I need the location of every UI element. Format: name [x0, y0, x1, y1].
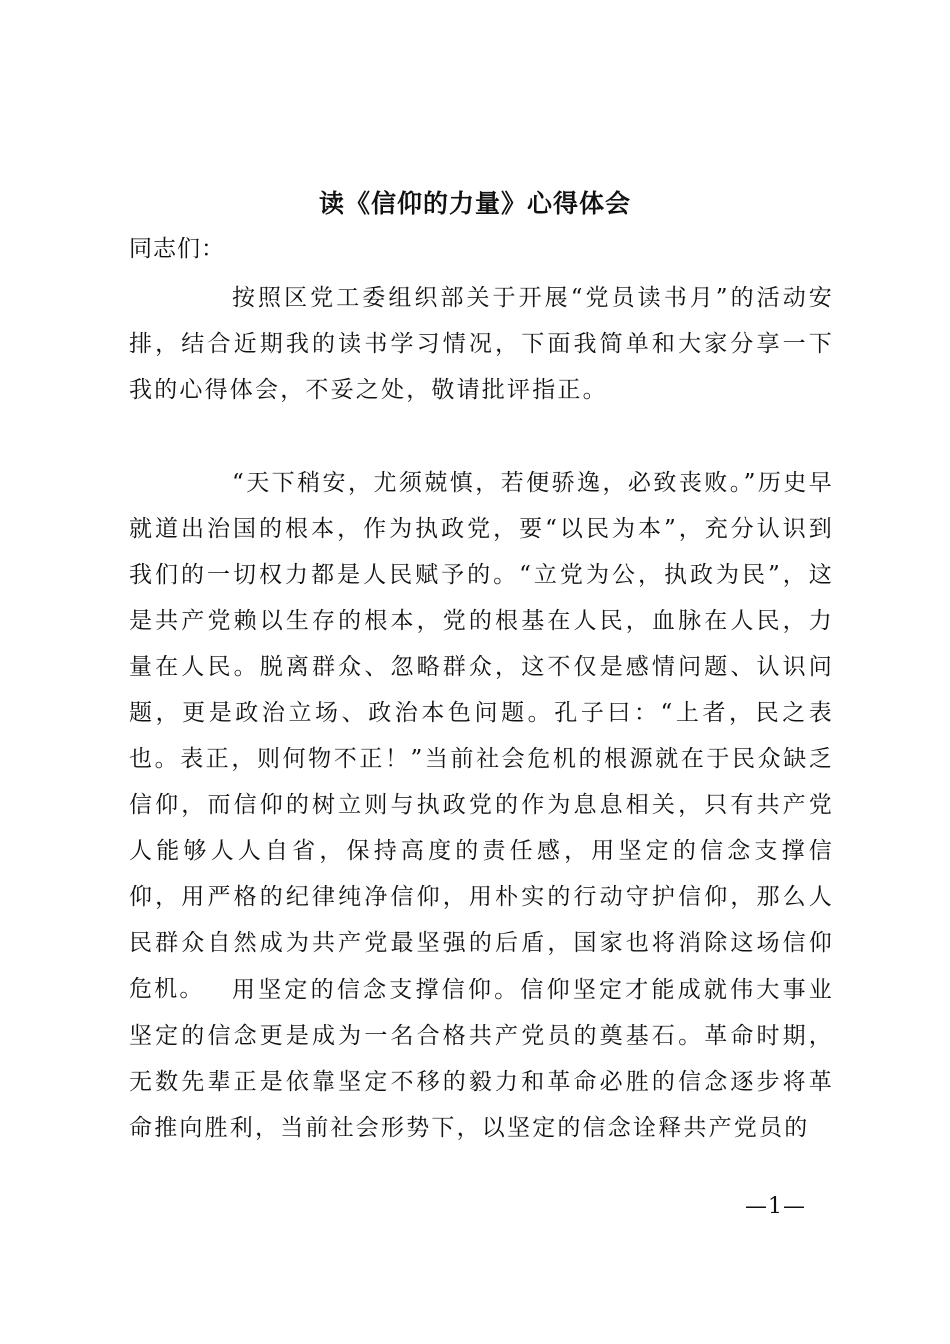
paragraph-3: 用坚定的信念支撑信仰。信仰坚定才能成就伟大事业坚定的信念更是成为一名合格共产党员的奠基石。革命时期，无数先辈正是依靠坚定不移的毅力和革命必胜的信念逐步将革命推向胜利，当前社会形势下，以坚定的信念诠释共产党员的 — [129, 977, 834, 1141]
document-title: 读《信仰的力量》心得体会 — [318, 189, 631, 218]
salutation: 同志们： — [129, 236, 225, 262]
paragraph-2: “天下稍安，尤须兢慎，若便骄逸，必致丧败。”历史早就道出治国的根本，作为执政党，要“以民为本”，充分认识到我们的一切权力都是人民赋予的。“立党为公，执政为民”，这是共产党赖以生存的根本，党的根基在人民，血脉在人民，力量在人民。脱离群众、忽略群众，这不仅是感情问题、认识问题，更是政治立场、政治本色问题。孔子曰：“上者，民之表也。表正，则何物不正！”当前社会危机的根源就在于民众缺乏信仰，而信仰的树立则与执政党的作为息息相关，只有共产党人能够人人自省，保持高度的责任感，用坚定的信念支撑信仰，用严格的纪律纯净信仰，用朴实的行动守护信仰，那么人民群众自然成为共产党最坚强的后盾，国家也将消除这场信仰危机。 — [129, 470, 834, 1002]
page-number: —1— — [745, 1194, 806, 1219]
paragraph-1: 按照区党工委组织部关于开展“党员读书月”的活动安排，结合近期我的读书学习情况，下面我简单和大家分享一下我的心得体会，不妥之处，敬请批评指正。 — [129, 285, 834, 403]
